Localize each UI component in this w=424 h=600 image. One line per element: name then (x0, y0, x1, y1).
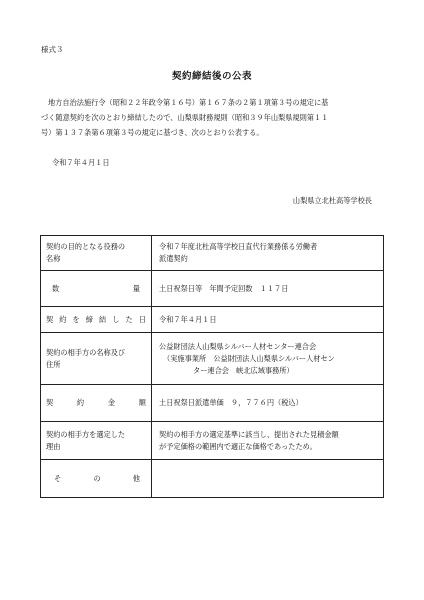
row-label-line: 契約の相手方を選定した (46, 429, 126, 439)
row-label (41, 422, 152, 460)
table-row (41, 333, 384, 385)
label-char: 結 (99, 314, 107, 324)
issuer-name: 山梨県立北杜高等学校長 (292, 196, 372, 205)
row-value (152, 236, 384, 271)
row-value (152, 333, 384, 385)
label-char: 数 (52, 283, 60, 293)
row-value: 土日祝祭日派遣単価 ９，７７６円（税込） (152, 385, 384, 422)
row-label (41, 333, 152, 385)
spaced-label (46, 283, 146, 295)
label-char: を (72, 314, 80, 324)
label-char: そ (54, 473, 62, 483)
row-value: 土日祝祭日等 年間予定回数 １１７日 (152, 271, 384, 307)
table-row (41, 236, 384, 271)
contract-table (40, 235, 384, 498)
label-char: し (112, 314, 120, 324)
row-value (152, 460, 384, 498)
row-label-line: 契約の目的となる役務の (46, 242, 126, 251)
row-label-line: 住所 (46, 359, 61, 369)
label-char: 締 (85, 314, 93, 324)
publication-date: 令和７年４月１日 (52, 158, 110, 167)
label-char: 約 (76, 398, 85, 407)
intro-paragraph (41, 95, 383, 140)
label-char: 他 (132, 473, 140, 483)
label-char: 日 (138, 314, 146, 324)
label-char: た (125, 314, 133, 324)
row-value-line: 契約の相手方の選定基準に該当し、提出された見積金額 (159, 429, 339, 439)
spaced-label (46, 314, 146, 326)
table-row (41, 271, 384, 307)
intro-line: 地方自治法施行令（昭和２２年政令第１６号）第１６７条の２第１項第３号の規定に基 (48, 98, 329, 107)
table-row (41, 307, 384, 333)
row-value-line: 派遣契約 (159, 254, 188, 263)
row-value-line: （実施事業所 公益財団法人山梨県シルバー人材セン (163, 353, 335, 363)
label-char: 金 (107, 398, 116, 407)
label-char: 量 (132, 283, 140, 293)
form-number: 様式３ (41, 45, 64, 54)
label-char: 額 (138, 398, 146, 407)
row-label-line: 理由 (46, 441, 61, 451)
label-char: の (93, 473, 101, 483)
label-char: 契 (46, 314, 54, 324)
row-value: 令和７年４月１日 (152, 307, 384, 333)
row-value (152, 422, 384, 460)
intro-line: づく随意契約を次のとおり締結したので、山梨県財務規則（昭和３９年山梨県規則第１１ (41, 113, 329, 122)
table-row (41, 460, 384, 498)
intro-line: 号）第１３７条第６項第３号の規定に基づき、次のとおり公表する。 (41, 128, 264, 137)
table-row (41, 385, 384, 422)
row-label (41, 385, 152, 422)
row-label-line: 契約の相手方の名称及び (46, 347, 126, 357)
label-char: 契 (46, 398, 54, 407)
label-char: 約 (59, 314, 67, 324)
document-title: 契約締結後の公表 (171, 71, 252, 82)
row-value-line: ター連合会 峡北広域事務所） (193, 365, 294, 375)
row-label (41, 271, 152, 307)
table-row (41, 422, 384, 460)
row-value-line: 公益財団法人山梨県シルバー人材センター連合会 (159, 341, 317, 351)
row-label (41, 236, 152, 271)
row-label (41, 460, 152, 498)
row-label (41, 307, 152, 333)
spaced-label (46, 473, 146, 485)
row-value-line: が予定価格の範囲内で適正な価格であったため。 (159, 441, 317, 451)
row-label-line: 名称 (46, 254, 61, 263)
row-value-line: 令和７年度北杜高等学校日直代行業務係る労働者 (159, 242, 318, 251)
spaced-label (46, 397, 146, 409)
